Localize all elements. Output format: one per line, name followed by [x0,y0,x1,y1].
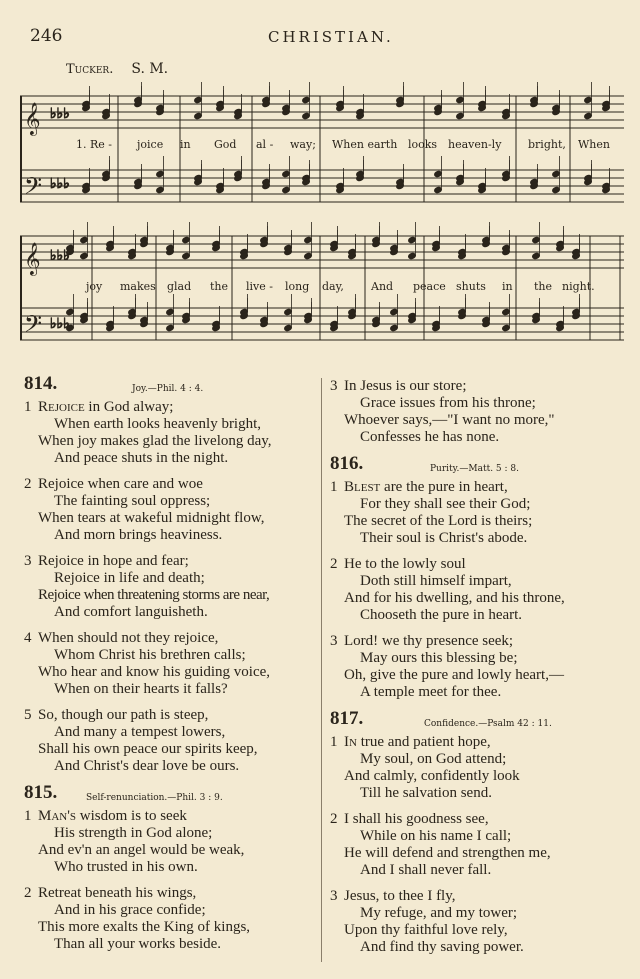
verse-line: And in his grace confide; [54,902,206,918]
note-head [456,112,465,119]
verse-line: While on his name I call; [360,828,512,844]
verse-number: 2 [330,811,338,827]
verse-line: Grace issues from his throne; [360,395,536,411]
verse-number: 1 [330,479,338,495]
note-head [584,112,593,119]
verse-line: I shall his goodness see, [344,811,489,827]
verse-number: 1 [330,734,338,750]
verse-line: And peace shuts in the night. [54,450,229,466]
verse [24,553,316,621]
verse-line: And find thy saving power. [360,939,524,955]
lyric-syllable: the [210,280,229,293]
lyric-syllable: When earth [332,138,398,151]
note-head [182,236,191,243]
verse [24,808,316,876]
note-head [80,236,89,243]
verse-line: Shall his own peace our spirits keep, [38,741,258,757]
verse-line: Doth still himself impart, [360,573,512,589]
note-head [408,236,417,243]
tune-heading [66,61,168,77]
note-head [552,186,561,193]
key-signature: ♭♭♭ [50,316,70,332]
hymn-number: 814. [24,373,58,394]
verse-line: Lord! we thy presence seek; [344,633,514,649]
verse-number: 1 [24,399,32,415]
verse-line: When on their hearts it falls? [54,681,228,697]
lyric-syllable: the [534,280,553,293]
lyric-syllable: joy [86,280,103,293]
verse-line: And I shall never fall. [360,862,492,878]
verse-number: 2 [24,885,32,901]
hymn-subtitle: Self-renunciation.—Phil. 3 : 9. [86,793,223,803]
hymn-subtitle: Purity.—Matt. 5 : 8. [430,464,520,474]
hymn-number: 816. [330,453,364,474]
page-title: CHRISTIAN. [268,28,394,46]
lyric-syllable: 1. Re - [76,138,112,151]
verse-number: 1 [24,808,32,824]
verse-line: My refuge, and my tower; [360,905,518,921]
verse-line: The secret of the Lord is theirs; [344,513,533,529]
note-head [80,252,89,259]
note-head [584,96,593,103]
verse-line: A temple meet for thee. [360,684,502,700]
note-head [156,170,165,177]
hymn-header [330,455,626,479]
verse [24,399,316,467]
verse-line: This more exalts the King of kings, [38,919,251,935]
note-head [182,252,191,259]
verse-line: Chooseth the pure in heart. [360,607,523,623]
lyric-syllable: long [285,280,310,293]
column-divider [321,378,322,962]
note-head [434,186,443,193]
lyric-syllable: in [180,138,191,151]
right-column [330,378,626,965]
verse-line: When should not they rejoice, [38,630,219,646]
verse-line: Retreat beneath his wings, [38,885,197,901]
verse [24,707,316,775]
verse-line: His strength in God alone; [54,825,213,841]
verse-line: In Jesus is our store; [344,378,467,394]
verse-number: 3 [24,553,32,569]
note-head [194,96,203,103]
verse [24,885,316,953]
hymn-subtitle: Confidence.—Psalm 42 : 11. [424,719,552,729]
verse-line: So, though our path is steep, [38,707,209,723]
verse [330,734,626,802]
verse-line: true and patient hope, [356,734,491,750]
key-signature: ♭♭♭ [50,106,70,122]
verse-number: 3 [330,888,338,904]
verse-line: Who trusted in his own. [54,859,198,875]
lyric-syllable: in [502,280,513,293]
note-head [502,308,511,315]
verse-line: And morn brings heaviness. [54,527,223,543]
verse-line: He to the lowly soul [344,556,466,572]
note-head [282,186,291,193]
note-head [532,252,541,259]
verse-line: Rejoice in hope and fear; [38,553,189,569]
verse-line: Jesus, to thee I fly, [344,888,456,904]
verse-line: And for his dwelling, and his throne, [344,590,565,606]
first-word: Blest [344,479,381,495]
lyric-syllable: night. [562,280,595,293]
key-signature: ♭♭♭ [50,176,70,192]
tune-meter: S. M. [131,61,169,77]
verse-line: And many a tempest lowers, [54,724,226,740]
verse-line: For they shall see their God; [360,496,531,512]
hymn-814 [24,375,316,775]
note-head [434,170,443,177]
note-head [166,324,175,331]
verse [330,479,626,547]
first-word: In [344,734,357,750]
verse-number: 5 [24,707,32,723]
key-signature: ♭♭♭ [50,248,70,264]
verse-line: Rejoice when threatening storms are near, [38,587,270,603]
verse-line: May ours this blessing be; [360,650,518,666]
note-head [304,252,313,259]
note-head [194,112,203,119]
bass-clef: 𝄢 [24,312,43,343]
note-head [390,308,399,315]
verse-number: 2 [24,476,32,492]
verse-line: And comfort languisheth. [54,604,208,620]
note-head [66,308,75,315]
page-number: 246 [30,26,63,46]
verse [330,811,626,879]
music-score [20,78,624,358]
hymn-subtitle: Joy.—Phil. 4 : 4. [132,384,204,394]
verse-number: 2 [330,556,338,572]
note-head [284,324,293,331]
lyric-syllable: peace [413,280,446,293]
verse-line: Oh, give the pure and lowly heart,— [344,667,564,683]
verse-line: are the pure in heart, [380,479,508,495]
hymn-816 [330,455,626,701]
hymn-815 [24,784,316,953]
note-head [284,308,293,315]
lyric-syllable: makes [120,280,156,293]
verse-number: 3 [330,378,338,394]
verse-line: When earth looks heavenly bright, [54,416,262,432]
lyric-syllable: al - [256,138,274,151]
lyric-syllable: God [214,138,237,151]
lyric-syllable: looks [408,138,438,151]
lyric-syllable: way; [290,138,316,151]
verse-line: Who hear and know his guiding voice, [38,664,271,680]
verse-line: When joy makes glad the livelong day, [38,433,272,449]
lyric-syllable: shuts [456,280,486,293]
lyric-syllable: glad [167,280,192,293]
verse-line: Rejoice when care and woe [38,476,203,492]
verse [330,556,626,624]
verse-line: My soul, on God attend; [360,751,507,767]
verse-line: Till he salvation send. [360,785,492,801]
verse [24,476,316,544]
lyric-syllable: joice [137,138,164,151]
verse [330,378,626,446]
verse-line: Confesses he has none. [360,429,500,445]
note-head [390,324,399,331]
verse-line: And ev'n an angel would be weak, [38,842,245,858]
lyric-syllable: day, [322,280,344,293]
tune-name: Tucker. [66,62,114,77]
note-head [456,96,465,103]
note-head [282,170,291,177]
note-head [532,236,541,243]
note-head [304,236,313,243]
note-head [156,186,165,193]
verse [330,633,626,701]
note-head [302,96,311,103]
verse-line: The fainting soul oppress; [54,493,211,509]
hymn-number: 817. [330,708,364,729]
verse-number: 3 [330,633,338,649]
verse-line: wisdom is to seek [76,808,187,824]
bass-clef: 𝄢 [24,174,43,205]
hymn-header [24,784,316,808]
verse-line: Than all your works beside. [54,936,222,952]
verse-number: 4 [24,630,32,646]
first-word: Rejoice [38,399,85,415]
lyric-syllable: live - [246,280,273,293]
hymn-number: 815. [24,782,58,803]
note-head [302,112,311,119]
verse-line: He will defend and strengthen me, [344,845,551,861]
verse-line: And Christ's dear love be ours. [54,758,240,774]
verse-line: Whom Christ his brethren calls; [54,647,246,663]
verse-line: Rejoice in life and death; [54,570,205,586]
verse-line: Whoever says,—"I want no more," [344,412,555,428]
verse-line: When tears at wakeful midnight flow, [38,510,265,526]
note-head [502,324,511,331]
first-word: Man's [38,808,77,824]
note-head [552,170,561,177]
verse [24,630,316,698]
treble-clef: 𝄞 [24,244,41,275]
lyric-syllable: When [578,138,610,151]
verse-line: in God alway; [84,399,174,415]
verse-line: And calmly, confidently look [344,768,520,784]
note-head [166,308,175,315]
verse-line: Their soul is Christ's abode. [360,530,528,546]
lyric-syllable: bright, [528,138,566,151]
note-head [408,252,417,259]
lyric-syllable: And [371,280,394,293]
hymn-header [330,710,626,734]
hymn-header [24,375,316,399]
treble-clef: 𝄞 [24,104,41,135]
verse [330,888,626,956]
hymn-817 [330,710,626,956]
verse-line: Upon thy faithful love rely, [344,922,508,938]
lyric-syllable: heaven-ly [448,138,502,151]
left-column [24,375,316,962]
